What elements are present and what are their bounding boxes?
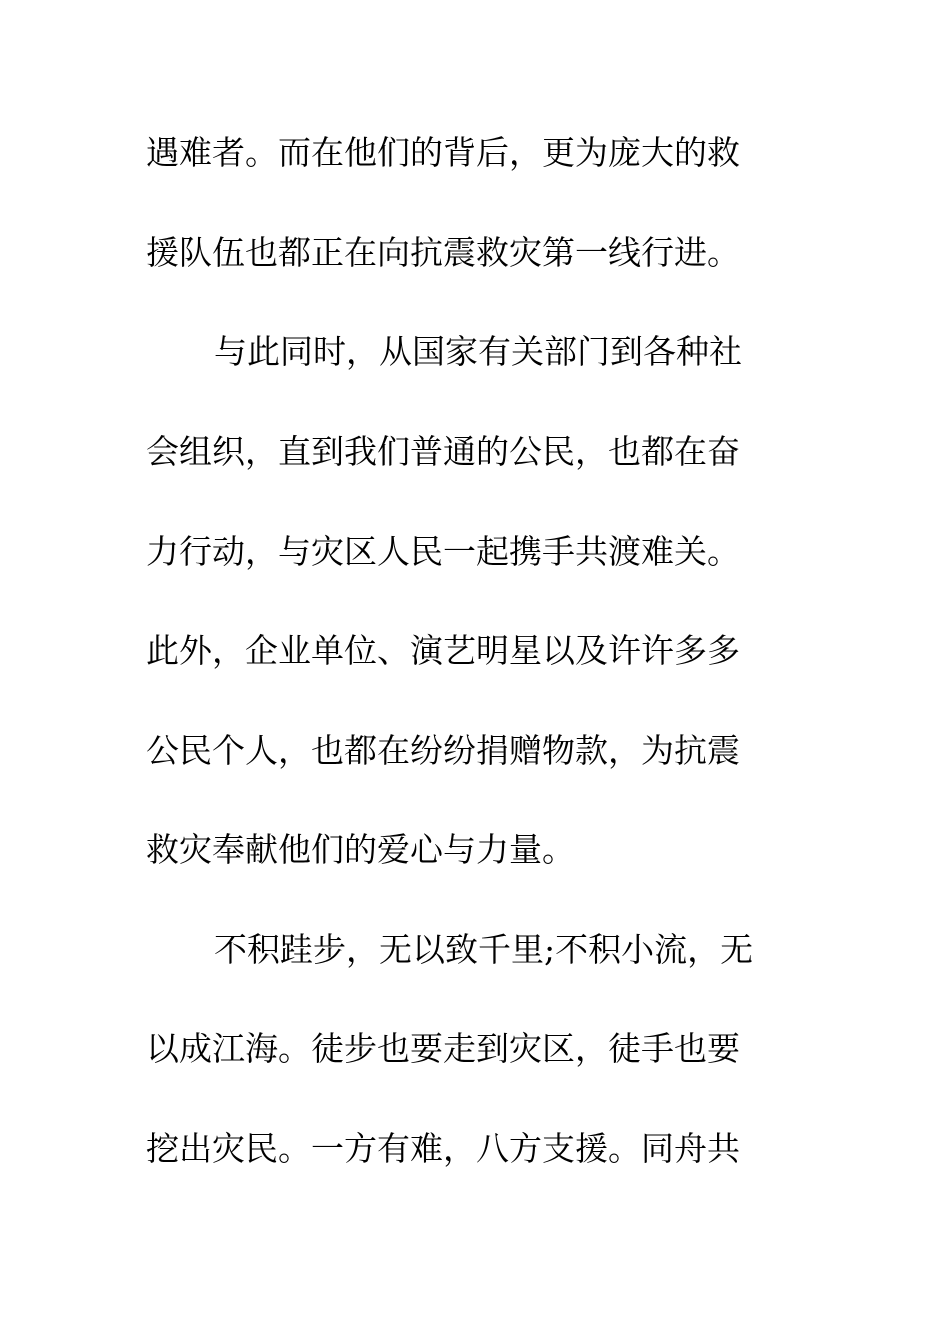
paragraph-first-line: 不积跬步，无以致千里;不积小流，无 bbox=[214, 930, 754, 969]
text-line: 遇难者。而在他们的背后，更为庞大的救 bbox=[146, 133, 740, 172]
text-line: 救灾奉献他们的爱心与力量。 bbox=[146, 830, 575, 869]
text-line: 力行动，与灾区人民一起携手共渡难关。 bbox=[146, 532, 740, 571]
text-line: 援队伍也都正在向抗震救灾第一线行进。 bbox=[146, 233, 740, 272]
text-line: 挖出灾民。一方有难，八方支援。同舟共 bbox=[146, 1129, 740, 1168]
text-line: 此外，企业单位、演艺明星以及许许多多 bbox=[146, 631, 740, 670]
text-line: 以成江海。徒步也要走到灾区，徒手也要 bbox=[146, 1029, 740, 1068]
text-line: 公民个人，也都在纷纷捐赠物款，为抗震 bbox=[146, 731, 740, 770]
paragraph-first-line: 与此同时，从国家有关部门到各种社 bbox=[214, 332, 742, 371]
text-line: 会组织，直到我们普通的公民，也都在奋 bbox=[146, 432, 740, 471]
